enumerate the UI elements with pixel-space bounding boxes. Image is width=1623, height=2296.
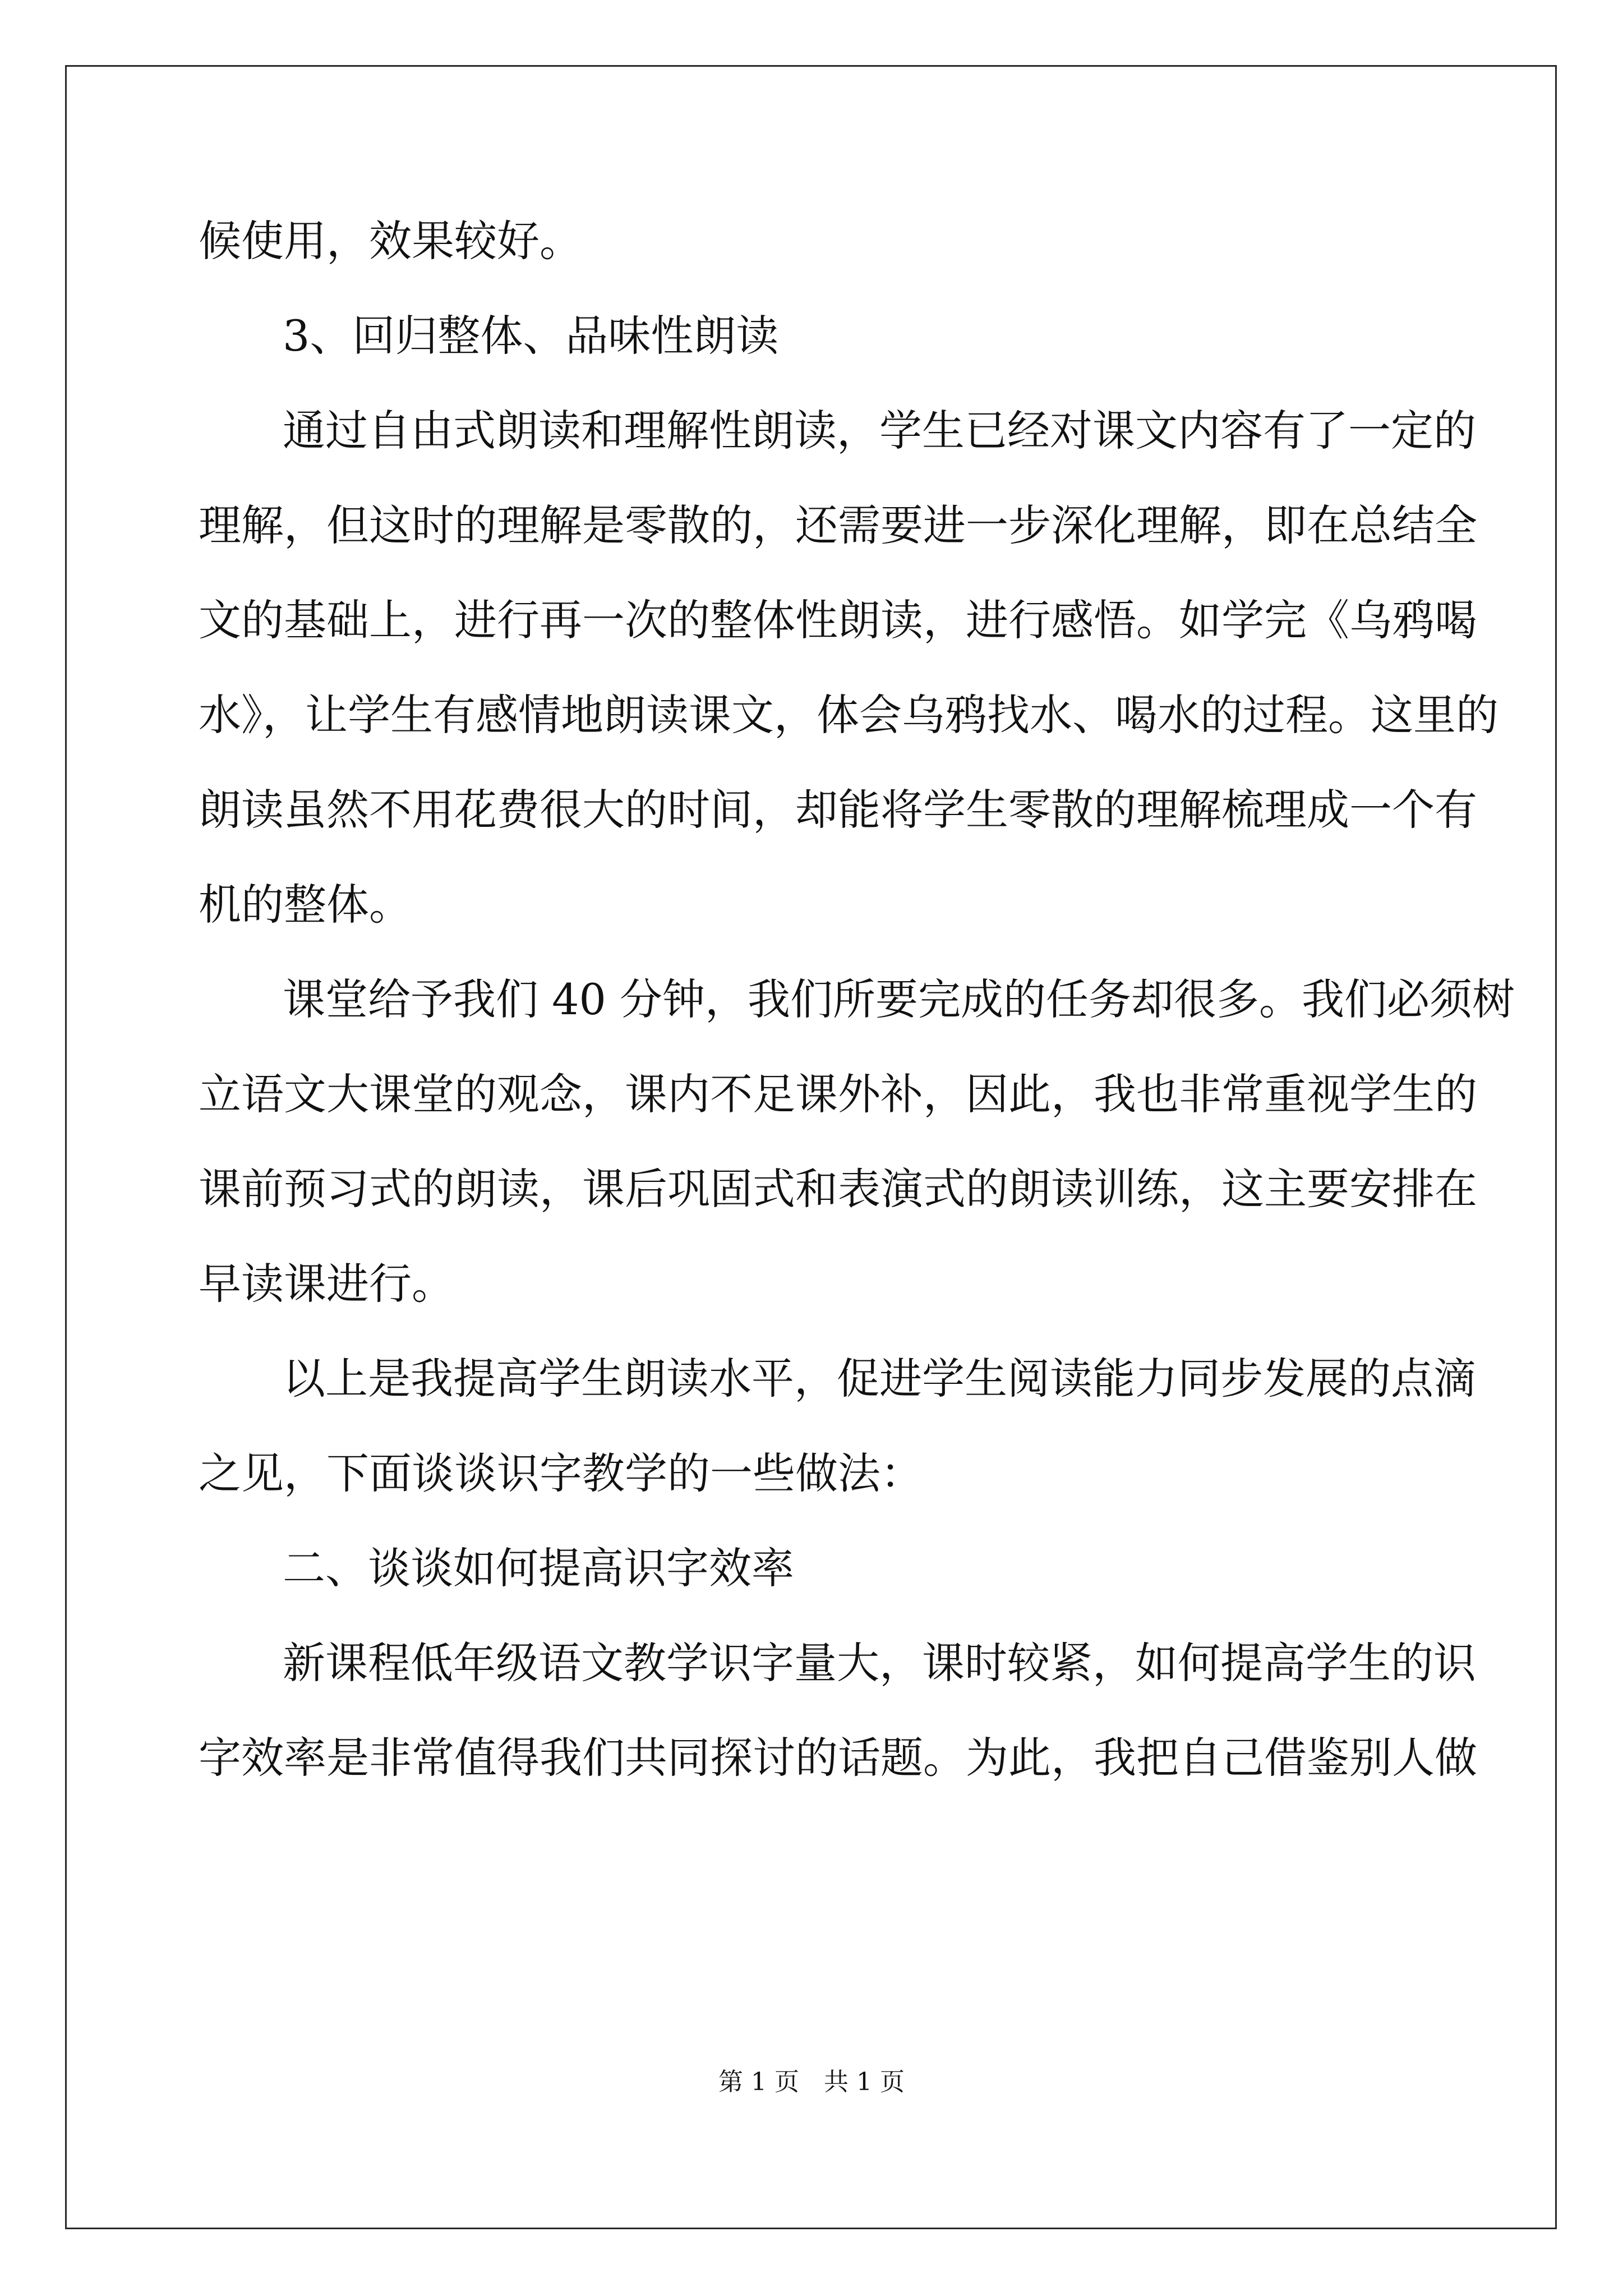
section-heading: 二、谈谈如何提高识字效率 bbox=[283, 1543, 794, 1593]
page-footer: 第 1 页 共 1 页 bbox=[718, 2068, 905, 2096]
text-line: 课堂给予我们 40 分钟，我们所要完成的任务却很多。我们必须树 bbox=[283, 974, 1515, 1024]
text-line: 理解，但这时的理解是零散的，还需要进一步深化理解，即在总结全 bbox=[199, 500, 1477, 550]
text-line: 立语文大课堂的观念，课内不足课外补，因此，我也非常重视学生的 bbox=[199, 1069, 1477, 1119]
text-line: 文的基础上，进行再一次的整体性朗读，进行感悟。如学完《乌鸦喝 bbox=[199, 595, 1477, 645]
text-line: 课前预习式的朗读，课后巩固式和表演式的朗读训练，这主要安排在 bbox=[199, 1164, 1477, 1214]
text-line: 水》，让学生有感情地朗读课文，体会乌鸦找水、喝水的过程。这里的 bbox=[199, 690, 1498, 740]
document-body bbox=[199, 213, 1515, 1825]
text-line: 候使用，效果较好。 bbox=[199, 216, 582, 266]
text-line: 以上是我提高学生朗读水平，促进学生阅读能力同步发展的点滴 bbox=[283, 1354, 1476, 1404]
section-heading: 3、回归整体、品味性朗读 bbox=[283, 311, 779, 361]
text-line: 新课程低年级语文教学识字量大，课时较紧，如何提高学生的识 bbox=[283, 1638, 1476, 1688]
text-line: 通过自由式朗读和理解性朗读，学生已经对课文内容有了一定的 bbox=[283, 406, 1476, 455]
text-line: 字效率是非常值得我们共同探讨的话题。为此，我把自己借鉴别人做 bbox=[199, 1733, 1477, 1783]
text-line: 之见，下面谈谈识字教学的一些做法： bbox=[199, 1448, 923, 1498]
text-line: 机的整体。 bbox=[199, 880, 412, 930]
text-line: 早读课进行。 bbox=[199, 1259, 454, 1309]
text-line: 朗读虽然不用花费很大的时间，却能将学生零散的理解梳理成一个有 bbox=[199, 785, 1477, 835]
